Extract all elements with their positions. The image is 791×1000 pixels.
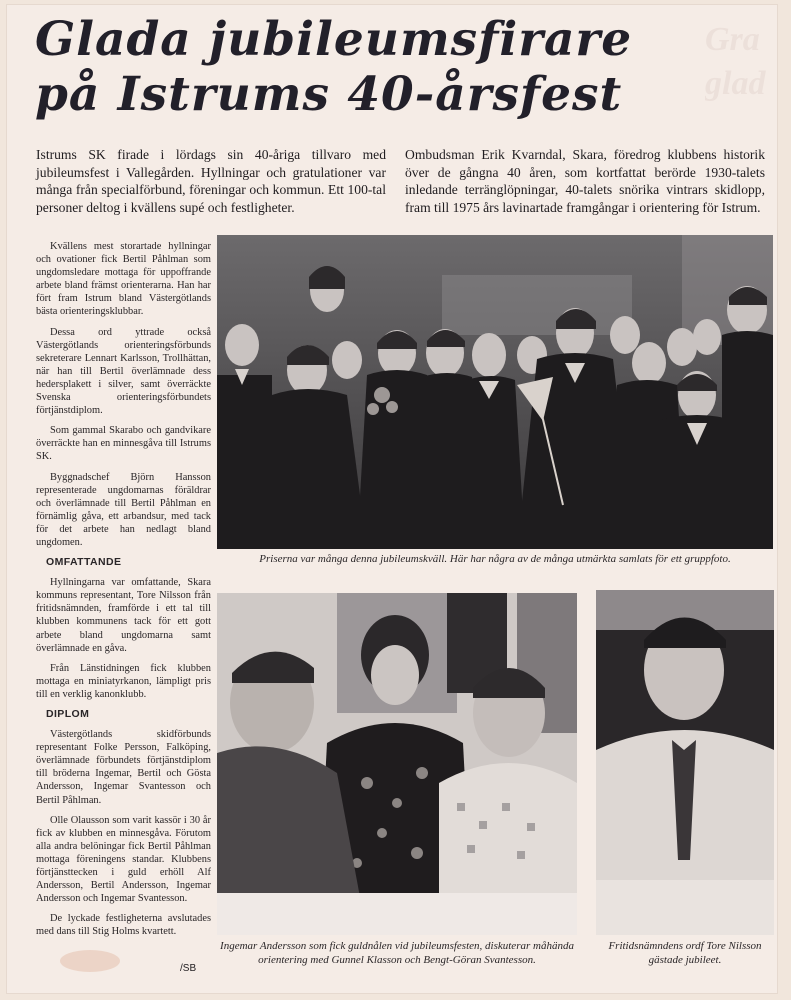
article-paragraph: Hyllningarna var omfattande, Skara kommuns representant, Tore Nilsson från fritidsnämnden, framförde i ett tal till klubben kommunens tack för ett gott arbete bland ungdomarna samt överlämnade en gåva. [36,577,211,654]
group-photo [217,235,773,549]
paper-stain [60,950,120,972]
lead-paragraph-right: Ombudsman Erik Kvarndal, Skara, föredrog klubbens historik över de gångna 40 åren, som kortfattat berörde 1930-talets inledande terränglöpningar, 40-talets snörika vintrars skidlopp, fram till 1975 års lavinartade framgångar i orientering för Istrum. [405,147,765,215]
subheading-diplom: DIPLOM [46,708,90,720]
portrait-photo-caption: Fritidsnämndens ordf Tore Nilsson gästade jubileet. [608,940,762,966]
table-photo-caption: Ingemar Andersson som fick guldnålen vid jubileumsfesten, diskuterar måhända orientering med Gunnel Klasson och Bengt-Göran Svantesson. [220,940,574,966]
portrait-photo [596,590,774,935]
article-paragraph: Kvällens mest storartade hyllningar och ovationer fick Bertil Påhlman som ungdomsledare mottaga för uppoffrande arbete bland främst orienterarna. Han har fört fram Istrum bland Västergötlands bästa orienteringsklubbar. [36,241,211,318]
headline-line-1: Glada jubileumsfirare [35,12,633,67]
table-photo [217,593,577,935]
headline-line-2: på Istrums 40-årsfest [35,67,623,122]
bleed-through-line-2: glad [705,65,766,102]
lead-paragraph-left: Istrums SK firade i lördags sin 40-åriga tillvaro med jubileumsfest i Vallegården. Hyllningar och gratulationer var många från specialförbund, föreningar och kommun. Ett 100-tal personer deltog i kvällens supé och festligheter. [36,147,386,215]
article-body-column [36,240,211,946]
group-photo-image [217,235,773,549]
article-paragraph: Olle Olausson som varit kassör i 30 år fick av klubben en minnesgåva. Förutom alla andra belöningar fick Bertil Påhlman mottaga föreningens standar. Klubbens förtjänsttecken i guld erhöll Alf Andersson, Bertil Andersson, Ingemar Andersson och Ingemar Svantesson. [36,814,211,905]
table-photo-image [217,593,577,935]
bleed-through-line-1: Gra [705,21,760,58]
article-paragraph: Som gammal Skarabo och gandvikare överräckte han en minnesgåva till Istrums SK. [36,425,211,463]
headline [35,12,725,122]
portrait-photo-image [596,590,774,935]
article-paragraph: De lyckade festligheterna avslutades med dans till Stig Holms kvartett. [36,913,211,938]
subheading-omfattande: OMFATTANDE [46,556,122,569]
article-paragraph: Västergötlands skidförbunds representant Folke Persson, Falköping, överlämnade förbundets förtjänstdiplom till bröderna Ingemar, Bertil och Gösta Andersson, Ingemar Svantesson och Bertil Påhlman. [36,729,211,806]
author-signoff: /SB [180,963,197,974]
article-paragraph: Byggnadschef Björn Hansson representerade ungdomarnas föräldrar och överlämnade till Bertil Påhlman en förnämlig gåva, ett arbandsur, med tack för det arbete han nedlagt bland ungdomen. [36,471,211,548]
group-photo-caption: Priserna var många denna jubileumskväll. Här har några av de många utmärkta samlats för ett gruppfoto. [259,553,731,565]
article-paragraph: Dessa ord yttrade också Västergötlands orienteringsförbunds sekreterare Lennart Karlsson, Trollhättan, när han till Bertil överlämnade dess hedersplakett i silver, samt överräckte Svenska orienteringsförbundets förtjänstdiplom. [36,326,211,417]
article-paragraph: Från Länstidningen fick klubben mottaga en miniatyrkanon, lämpligt pris till en verklig kanonklubb. [36,662,211,700]
